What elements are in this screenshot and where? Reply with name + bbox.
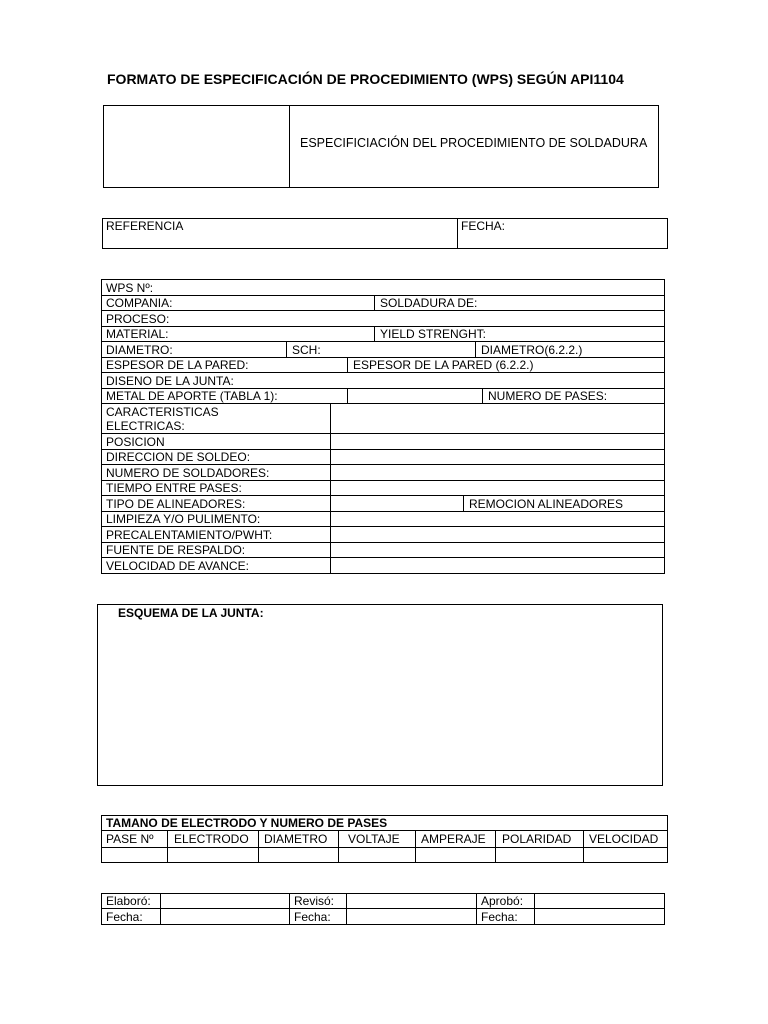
firmas-col-line: [289, 893, 290, 925]
aprobo-fecha-label: Fecha:: [481, 910, 518, 924]
fuente-respaldo-label: FUENTE DE RESPALDO:: [106, 543, 246, 557]
velocidad-avance-label: VELOCIDAD DE AVANCE:: [106, 559, 249, 573]
diametro-label: DIAMETRO:: [106, 343, 173, 357]
elaboro-label: Elaboró:: [106, 894, 151, 908]
numero-soldadores-label: NUMERO DE SOLDADORES:: [106, 466, 270, 480]
metal-aporte-label: METAL DE APORTE (TABLA 1):: [106, 389, 278, 403]
espesor-pared-622-label: ESPESOR DE LA PARED (6.2.2.): [353, 358, 534, 372]
firmas-col-line: [346, 893, 347, 925]
wps-col-line: [347, 357, 348, 372]
electrodo-col-line: [167, 830, 168, 863]
wps-row-line: [101, 341, 665, 342]
wps-row-line: [101, 526, 665, 527]
electrodo-title: TAMANO DE ELECTRODO Y NUMERO DE PASES: [106, 816, 388, 830]
posicion-label: POSICION: [106, 435, 165, 449]
sch-label: SCH:: [292, 343, 321, 357]
electricas-label: ELECTRICAS:: [106, 419, 185, 433]
wps-col-line: [482, 388, 483, 403]
header-diametro: DIAMETRO: [264, 832, 328, 846]
electrodo-col-line: [495, 830, 496, 863]
tiempo-pases-label: TIEMPO ENTRE PASES:: [106, 481, 242, 495]
numero-pases-label: NUMERO DE PASES:: [488, 389, 608, 403]
wps-col-line: [347, 388, 348, 403]
wps-row-line: [101, 403, 665, 404]
diametro-622-label: DIAMETRO(6.2.2.): [481, 343, 583, 357]
header-velocidad: VELOCIDAD: [589, 832, 659, 846]
electrodo-col-line: [338, 830, 339, 863]
wps-row-line: [101, 372, 665, 373]
firmas-col-line: [476, 893, 477, 925]
header-divider: [289, 105, 290, 188]
tipo-alineadores-label: TIPO DE ALINEADORES:: [106, 497, 246, 511]
electrodo-col-line: [415, 830, 416, 863]
material-label: MATERIAL:: [106, 327, 169, 341]
wps-col-line: [330, 403, 331, 574]
header-amperaje: AMPERAJE: [421, 832, 486, 846]
elaboro-fecha-label: Fecha:: [106, 910, 143, 924]
wps-col-line: [286, 341, 287, 357]
electrodo-col-line: [583, 830, 584, 863]
wps-col-line: [463, 495, 464, 511]
wps-no-label: WPS Nº:: [106, 281, 154, 295]
referencia-label: REFERENCIA: [106, 219, 184, 233]
logo-placeholder: [104, 106, 289, 187]
caracteristicas-label: CARACTERISTICAS: [106, 405, 219, 419]
wps-col-line: [374, 295, 375, 310]
header-polaridad: POLARIDAD: [502, 832, 572, 846]
reviso-label: Revisó:: [294, 894, 335, 908]
reference-box: [102, 218, 668, 249]
diseno-junta-label: DISENO DE LA JUNTA:: [106, 374, 234, 388]
wps-row-line: [101, 557, 665, 558]
header-voltaje: VOLTAJE: [348, 832, 400, 846]
firmas-col-line: [160, 893, 161, 925]
wps-row-line: [101, 464, 665, 465]
wps-col-line: [475, 341, 476, 357]
reference-divider: [457, 218, 458, 249]
document-title: FORMATO DE ESPECIFICACIÓN DE PROCEDIMIENTO (WPS) SEGÚN API1104: [107, 71, 624, 87]
header-pase: PASE Nº: [106, 832, 154, 846]
wps-col-line: [374, 326, 375, 341]
limpieza-label: LIMPIEZA Y/O PULIMENTO:: [106, 512, 261, 526]
wps-row-line: [101, 495, 665, 496]
header-subtitle: ESPECIFICIACIÓN DEL PROCEDIMIENTO DE SOLDADURA: [300, 136, 648, 150]
aprobo-label: Aprobó:: [481, 894, 524, 908]
esquema-box: [97, 604, 663, 786]
remocion-alineadores-label: REMOCION ALINEADORES: [469, 497, 624, 511]
wps-row-line: [101, 433, 665, 434]
direccion-soldeo-label: DIRECCION DE SOLDEO:: [106, 450, 251, 464]
firmas-row-line: [101, 908, 665, 909]
proceso-label: PROCESO:: [106, 312, 170, 326]
wps-row-line: [101, 310, 665, 311]
soldadura-de-label: SOLDADURA DE:: [380, 296, 478, 310]
esquema-label: ESQUEMA DE LA JUNTA:: [118, 606, 264, 620]
yield-label: YIELD STRENGHT:: [380, 327, 487, 341]
firmas-table: [101, 893, 665, 925]
espesor-pared-label: ESPESOR DE LA PARED:: [106, 358, 249, 372]
firmas-col-line: [534, 893, 535, 925]
header-electrodo: ELECTRODO: [174, 832, 249, 846]
compania-label: COMPANIA:: [106, 296, 173, 310]
reviso-fecha-label: Fecha:: [294, 910, 331, 924]
electrodo-col-line: [258, 830, 259, 863]
fecha-label: FECHA:: [461, 219, 506, 233]
precalentamiento-label: PRECALENTAMIENTO/PWHT:: [106, 528, 273, 542]
